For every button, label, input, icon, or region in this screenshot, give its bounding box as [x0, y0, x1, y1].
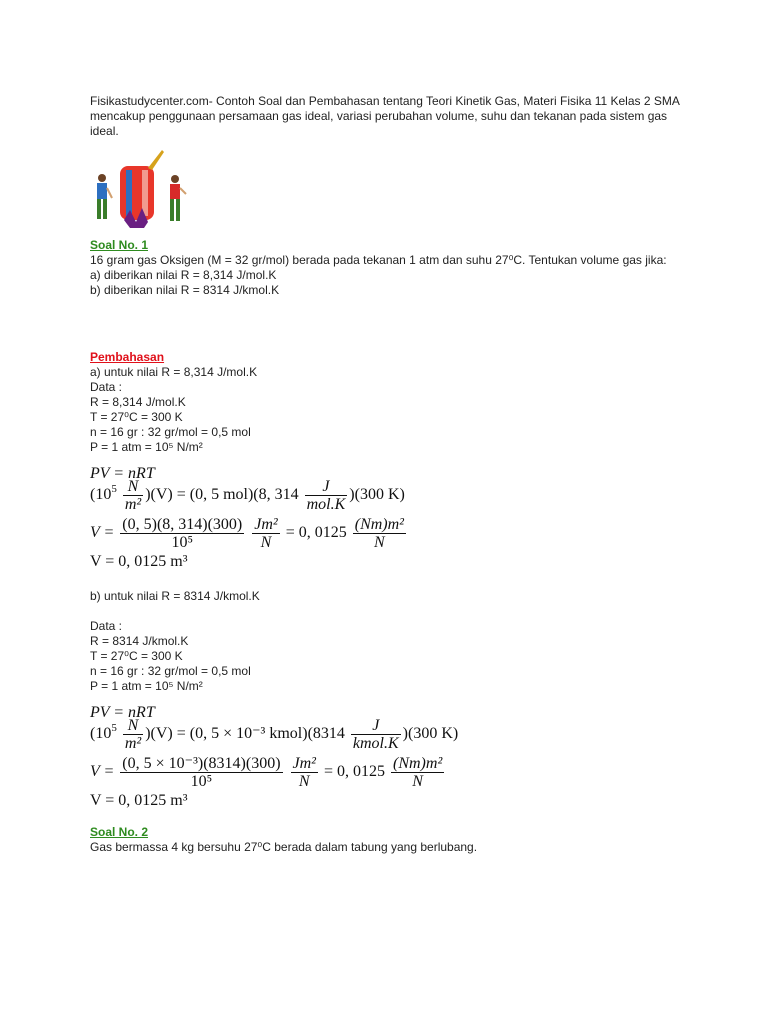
equation-solve-v: V = $\frac{(0, 5)(8, 314)(300)}{\text{10⁵}}$ $\frac{\text{Jm²}}{N}$ = 0, 0125 $\frac{\text{(Nm)m²}}{N}$: [90, 516, 404, 551]
soal-1-section: [90, 238, 680, 298]
part-b-data-line: R = 8314 J/kmol.K: [90, 634, 189, 648]
equation-substitution: ($10^5$ $\frac{N}{\text{m²}}$ )(V) = (0, 5 mol)(8, 314 $\frac{J}{\text{mol.K}}$ )(300 K): [90, 478, 405, 513]
part-b-data-line: n = 16 gr : 32 gr/mol = 0,5 mol: [90, 664, 251, 678]
soal-1-option-b: b) diberikan nilai R = 8314 J/kmol.K: [90, 283, 280, 297]
soal-1-question: 16 gram gas Oksigen (M = 32 gr/mol) berada pada tekanan 1 atm dan suhu 27⁰C. Tentukan volume gas jika:: [90, 253, 667, 267]
soal-2-question: Gas bermassa 4 kg bersuhu 27⁰C berada dalam tabung yang berlubang.: [90, 840, 478, 854]
math-block-b: [90, 705, 510, 815]
equation-ideal-gas: PV = nRT: [90, 704, 155, 721]
equation-substitution: ($10^5$ $\frac{N}{\text{m²}}$ )(V) = (0, 5 × 10⁻³ kmol)(8314 $\frac{J}{\text{kmol.K}}$ )(300 K): [90, 717, 459, 752]
person-left-figure: [97, 174, 112, 219]
soal-1-heading: Soal No. 1: [90, 238, 149, 252]
equation-result-v: V = 0, 0125 m³: [90, 553, 188, 570]
part-a-title: a) untuk nilai R = 8,314 J/mol.K: [90, 365, 258, 379]
equation-solve-v: V = $\frac{\text{(0, 5 × 10⁻³)(8314)(300)}}{\text{10⁵}}$ $\frac{\text{Jm²}}{N}$ = 0, 0125 $\frac{\text{(Nm)m²}}{N}$: [90, 755, 443, 790]
part-a-data-line: R = 8,314 J/mol.K: [90, 395, 186, 409]
math-block-a: [90, 466, 490, 576]
pembahasan-section-a: [90, 350, 257, 455]
part-a-data-label: Data :: [90, 380, 123, 394]
part-b-data-line: T = 27⁰C = 300 K: [90, 649, 183, 663]
gas-tank-illustration: [90, 148, 200, 232]
soal-1-option-a: a) diberikan nilai R = 8,314 J/mol.K: [90, 268, 277, 282]
person-right-figure: [170, 175, 186, 221]
part-b-data-line: P = 1 atm = 10⁵ N/m²: [90, 679, 203, 693]
part-a-data-line: T = 27⁰C = 300 K: [90, 410, 183, 424]
soal-2-heading: Soal No. 2: [90, 825, 149, 839]
equation-result-v: V = 0, 0125 m³: [90, 792, 188, 809]
intro-paragraph: Fisikastudycenter.com- Contoh Soal dan Pembahasan tentang Teori Kinetik Gas, Materi Fisika 11 Kelas 2 SMA mencakup penggunaan persamaan gas ideal, variasi perubahan volume, suhu dan tekanan pada sistem gas ideal.: [90, 94, 680, 138]
gas-tank-figure: [120, 150, 164, 228]
soal-2-section: [90, 825, 477, 855]
pembahasan-heading: Pembahasan: [90, 350, 165, 364]
equation-ideal-gas: PV = nRT: [90, 465, 155, 482]
part-a-data-line: P = 1 atm = 10⁵ N/m²: [90, 440, 203, 454]
part-a-data-line: n = 16 gr : 32 gr/mol = 0,5 mol: [90, 425, 251, 439]
pembahasan-section-b: [90, 589, 260, 694]
part-b-title: b) untuk nilai R = 8314 J/kmol.K: [90, 589, 260, 603]
part-b-data-label: Data :: [90, 619, 123, 633]
